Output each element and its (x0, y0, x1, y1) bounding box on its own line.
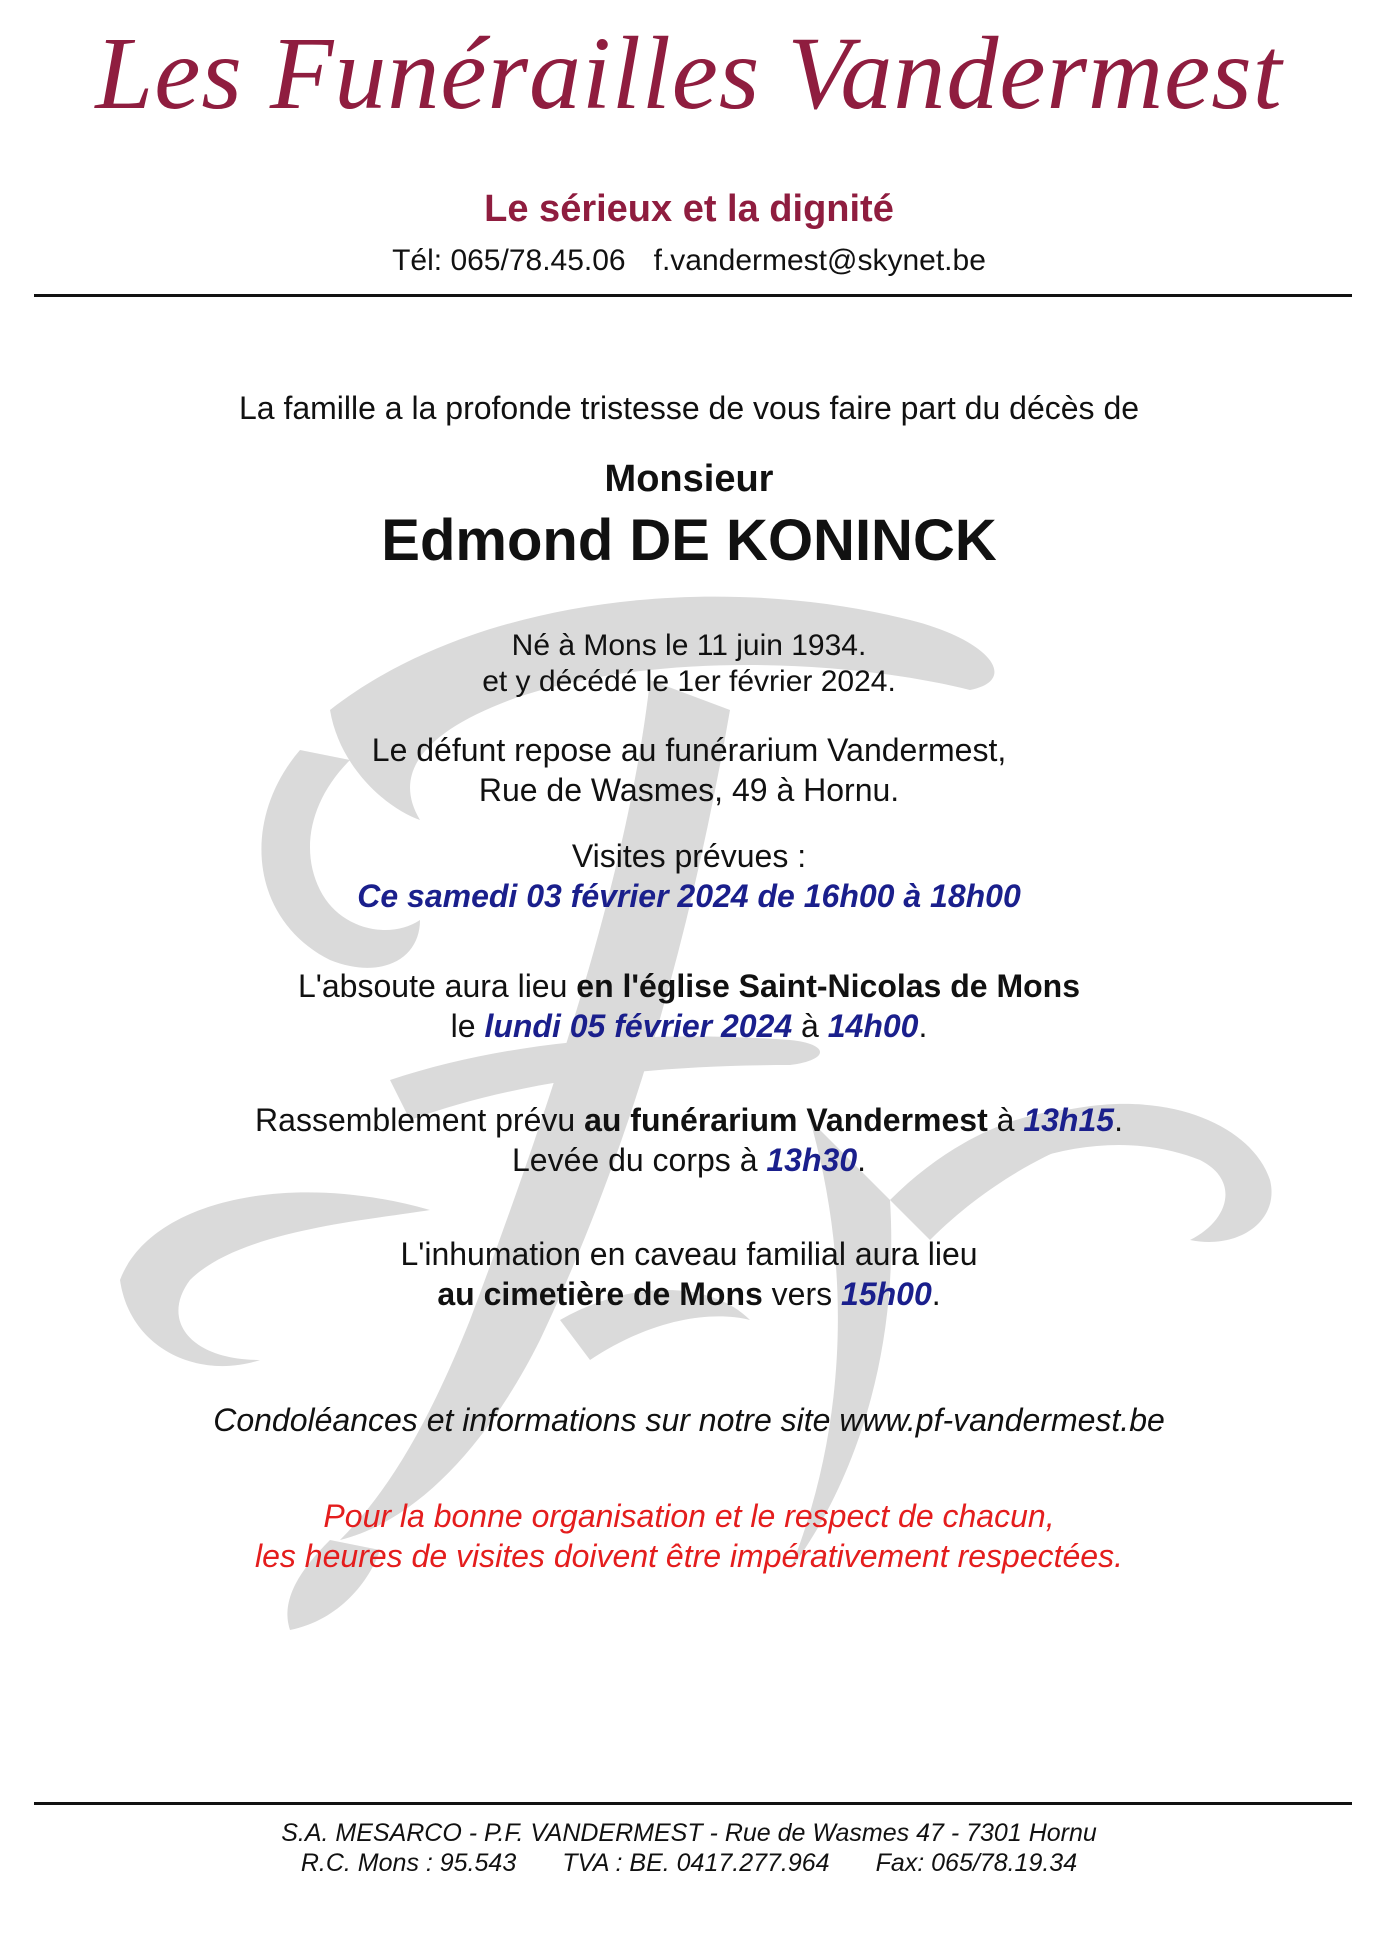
phone-number: Tél: 065/78.45.06 (392, 244, 626, 277)
footer-company-line: S.A. MESARCO - P.F. VANDERMEST - Rue de Wasmes 47 - 7301 Hornu (281, 1819, 1097, 1847)
burial-place: au cimetière de Mons (437, 1276, 763, 1312)
levee-time: 13h30 (766, 1142, 858, 1178)
gathering-end: . (1114, 1102, 1123, 1138)
absoute-time: 14h00 (827, 1008, 919, 1044)
absoute-line-2 (0, 1006, 1378, 1046)
gathering-place: au funérarium Vandermest (584, 1102, 988, 1138)
absoute-le: le (450, 1008, 485, 1044)
visits-schedule: Ce samedi 03 février 2024 de 16h00 à 18h00 (357, 878, 1021, 914)
deceased-name: Edmond DE KONINCK (381, 508, 997, 573)
condolences-text: Condoléances et informations sur notre site www.pf-vandermest.be (213, 1402, 1165, 1438)
civility: Monsieur (604, 458, 774, 500)
intro-text: La famille a la profonde tristesse de vous faire part du décès de (238, 390, 1140, 426)
burial-vers: vers (762, 1276, 842, 1312)
birth-info: Né à Mons le 11 juin 1934. (511, 629, 867, 662)
brand-title: Les Funérailles Vandermest (95, 16, 1283, 131)
rest-place-line-2: Rue de Wasmes, 49 à Hornu. (478, 772, 900, 808)
burial-line-2 (0, 1274, 1378, 1314)
rest-place-line-1: Le défunt repose au funérarium Vandermest, (371, 732, 1007, 768)
gathering-line-2 (0, 1140, 1378, 1180)
gathering-a: à (987, 1102, 1024, 1138)
levee-prefix: Levée du corps à (511, 1142, 767, 1178)
absoute-place: en l'église Saint-Nicolas de Mons (576, 968, 1081, 1004)
burial-time: 15h00 (841, 1276, 932, 1312)
absoute-a: à (792, 1008, 828, 1044)
contact-line (0, 244, 1378, 278)
notice-line-1: Pour la bonne organisation et le respect de chacun, (323, 1498, 1055, 1534)
notice-line-2: les heures de visites doivent être impérativement respectées. (255, 1538, 1123, 1574)
gathering-prefix: Rassemblement prévu (255, 1102, 585, 1138)
footer-registration-line (0, 1848, 1378, 1878)
absoute-date: lundi 05 février 2024 (484, 1008, 793, 1044)
email-address[interactable]: f.vandermest@skynet.be (653, 244, 986, 277)
gathering-time: 13h15 (1023, 1102, 1115, 1138)
death-info: et y décédé le 1er février 2024. (482, 665, 896, 698)
footer-tva: TVA : BE. 0417.277.964 (562, 1849, 830, 1877)
absoute-end: . (918, 1008, 928, 1044)
levee-end: . (857, 1142, 866, 1178)
header-divider (34, 294, 1352, 297)
absoute-prefix: L'absoute aura lieu (297, 968, 577, 1004)
absoute-line-1 (0, 966, 1378, 1006)
burial-end: . (931, 1276, 941, 1312)
burial-line-1: L'inhumation en caveau familial aura lieu (400, 1236, 978, 1272)
gathering-line-1 (0, 1100, 1378, 1140)
visits-label: Visites prévues : (571, 838, 807, 874)
footer-divider (34, 1802, 1352, 1805)
slogan: Le sérieux et la dignité (484, 188, 894, 230)
footer-rc: R.C. Mons : 95.543 (300, 1849, 517, 1877)
footer-fax: Fax: 065/78.19.34 (875, 1849, 1078, 1877)
